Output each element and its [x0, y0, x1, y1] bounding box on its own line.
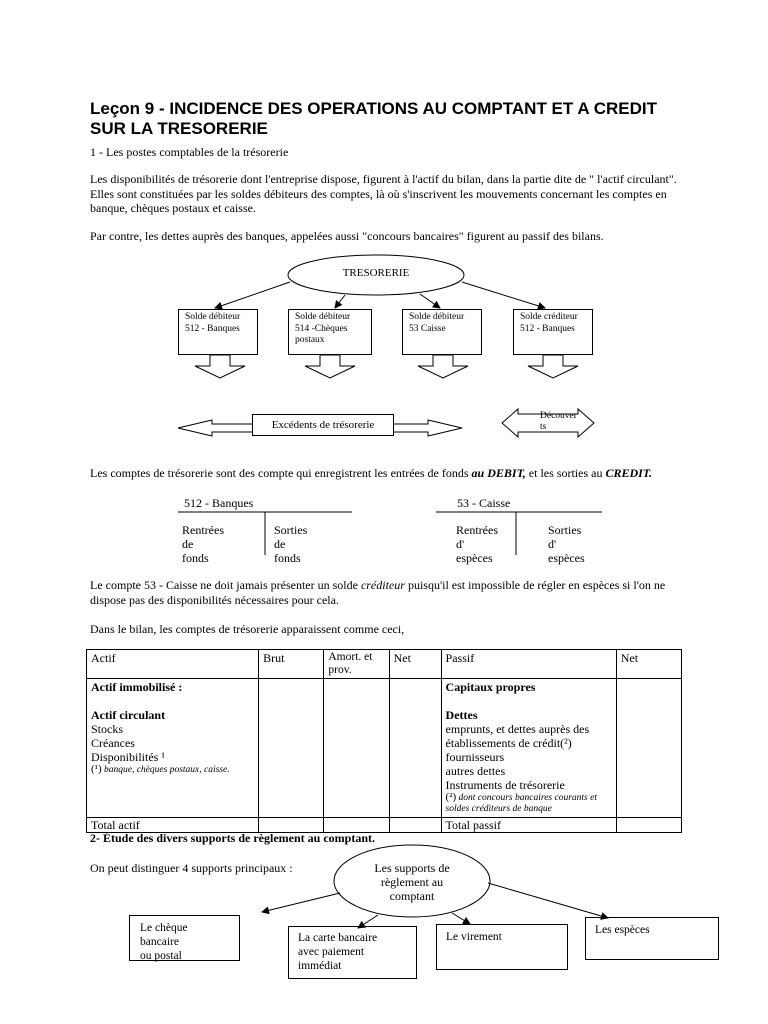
- paragraph-supports: On peut distinguer 4 supports principaux :: [90, 861, 293, 875]
- amort-cell: [324, 679, 389, 818]
- box-line: Solde débiteur: [409, 312, 465, 322]
- supports-line: comptant: [389, 889, 435, 903]
- box-solde-debiteur-caisse: [402, 309, 482, 355]
- box-line: 512 - Banques: [185, 323, 240, 334]
- text-fragment: Les comptes de trésorerie sont des compte qui enregistrent les entrées de fonds: [90, 466, 472, 480]
- box-line: postaux: [295, 335, 325, 345]
- box-line: 514 -Chèques: [295, 323, 348, 334]
- bilan-table: [86, 649, 682, 833]
- actif-immobilise: Actif immobilisé :: [91, 680, 183, 694]
- header-actif: Actif: [87, 650, 259, 679]
- decouverts-line: ts: [540, 422, 547, 432]
- taccount-line: d': [456, 537, 465, 551]
- tresorerie-label: TRESORERIE: [342, 267, 410, 279]
- excedents-label: Excédents de trésorerie: [252, 414, 394, 436]
- actif-circulant: Actif circulant: [91, 708, 166, 722]
- section-heading-1: 1 - Les postes comptables de la trésorerie: [90, 145, 289, 159]
- support-virement: [436, 924, 568, 970]
- paragraph-bilan-intro: Dans le bilan, les comptes de trésorerie apparaissent comme ceci,: [90, 622, 405, 636]
- support-line: ou postal: [140, 950, 182, 962]
- passif-cell: [441, 679, 616, 818]
- box-solde-crediteur-banques: [513, 309, 593, 355]
- taccount-line: Sorties: [274, 523, 308, 537]
- support-line: La carte bancaire: [298, 932, 378, 944]
- header-passif: Passif: [441, 650, 616, 679]
- support-carte: [288, 926, 417, 979]
- paragraph-debit-credit: [90, 466, 690, 481]
- box-line: 512 - Banques: [520, 323, 575, 334]
- dettes: Dettes: [445, 708, 478, 722]
- box-line: Solde créditeur: [520, 312, 578, 322]
- net-cell: [389, 679, 441, 818]
- taccount-line: Rentrées: [456, 523, 498, 537]
- net-passif-cell: [616, 679, 681, 818]
- taccount-banques-title: 512 - Banques: [184, 496, 254, 510]
- box-line: Solde débiteur: [185, 312, 241, 322]
- supports-line: règlement au: [380, 875, 444, 889]
- text-fragment: puisqu'il est impossible de régler en espèces si l'on ne dispose pas des disponibilités nécessaires pour cela.: [90, 578, 666, 607]
- taccount-caisse-title: 53 - Caisse: [457, 496, 511, 510]
- support-especes: [585, 917, 719, 960]
- credit-emphasis: CREDIT.: [605, 466, 653, 480]
- table-row: [87, 679, 682, 818]
- header-amort: Amort. et prov.: [324, 650, 389, 679]
- taccount-caisse-debit: [456, 523, 498, 565]
- note1-mark: (¹): [91, 763, 102, 775]
- page-title: Leçon 9 - INCIDENCE DES OPERATIONS AU COMPTANT ET A CREDIT SUR LA TRESORERIE: [90, 99, 658, 138]
- support-line: avec paiement: [298, 946, 365, 958]
- taccount-line: espèces: [548, 551, 585, 565]
- support-line: Le chèque bancaire: [140, 922, 188, 948]
- taccount-banques-credit: [274, 523, 307, 565]
- paragraph-caisse: [90, 578, 690, 607]
- header-brut: Brut: [259, 650, 324, 679]
- box-line: Solde débiteur: [295, 312, 351, 322]
- paragraph-disponibilites: Les disponibilités de trésorerie dont l'entreprise dispose, figurent à l'actif du bilan, dans la partie dite de " l'actif circulant". Elles sont constituées par les soldes débiteurs des comptes, là où s'inscrivent les mouvements concernant les comptes en banque, chèques postaux et caisse.: [90, 172, 677, 215]
- supports-line: Les supports de: [374, 861, 450, 875]
- taccount-banques-debit: [182, 523, 224, 565]
- support-line: Les espèces: [595, 924, 650, 936]
- paragraph-concours-bancaires: Par contre, les dettes auprès des banques, appelées aussi "concours bancaires" figurent au passif des bilans.: [90, 229, 604, 243]
- creances: Créances: [91, 736, 135, 750]
- section-heading-2: 2- Étude des divers supports de règlement au comptant.: [90, 831, 375, 845]
- autres-dettes: autres dettes: [445, 764, 506, 778]
- fournisseurs: fournisseurs: [445, 750, 505, 764]
- down-arrow-3: [418, 355, 468, 378]
- decouverts-line: Découver: [540, 411, 577, 421]
- taccount-line: fonds: [182, 551, 209, 565]
- support-line: Le virement: [446, 931, 502, 943]
- actif-cell: [87, 679, 259, 818]
- note1: banque, chèques postaux, caisse.: [101, 765, 230, 775]
- taccount-line: espèces: [456, 551, 493, 565]
- stocks: Stocks: [91, 722, 124, 736]
- total-passif: Total passif: [441, 818, 616, 833]
- text-fragment: et les sorties au: [525, 466, 606, 480]
- taccount-line: de: [274, 537, 286, 551]
- taccount-line: de: [182, 537, 194, 551]
- text-fragment: Le compte 53 - Caisse ne doit jamais présenter un solde: [90, 578, 361, 592]
- down-arrow-2: [305, 355, 355, 378]
- taccount-line: Sorties: [548, 523, 582, 537]
- down-arrow-1: [195, 355, 245, 378]
- note2: dont concours bancaires courants et soldes créditeurs de banque: [445, 793, 597, 814]
- decouverts-label: [540, 411, 577, 433]
- box-solde-debiteur-cheques: [288, 309, 372, 355]
- crediteur-emphasis: créditeur: [360, 578, 405, 592]
- header-net: Net: [389, 650, 441, 679]
- note2-mark: (²): [445, 791, 457, 803]
- supports-label: [334, 861, 490, 903]
- instruments-tresorerie: Instruments de trésorerie: [445, 778, 565, 792]
- emprunts: emprunts, et dettes auprès des établissements de crédit(²): [445, 722, 590, 750]
- debit-emphasis: au DEBIT,: [471, 466, 526, 480]
- header-net-passif: Net: [616, 650, 681, 679]
- taccount-line: fonds: [274, 551, 301, 565]
- brut-cell: [259, 679, 324, 818]
- support-cheque: [129, 915, 240, 961]
- table-header-row: [87, 650, 682, 679]
- support-line: immédiat: [298, 960, 342, 972]
- capitaux-propres: Capitaux propres: [445, 680, 536, 694]
- down-arrow-4: [528, 355, 578, 378]
- disponibilites: Disponibilités ¹: [91, 750, 165, 764]
- taccount-caisse-credit: [548, 523, 585, 565]
- taccount-line: d': [548, 537, 557, 551]
- box-solde-debiteur-banques: [178, 309, 258, 355]
- total-actif: Total actif: [87, 818, 259, 833]
- box-line: 53 Caisse: [409, 323, 446, 334]
- taccount-line: Rentrées: [182, 523, 224, 537]
